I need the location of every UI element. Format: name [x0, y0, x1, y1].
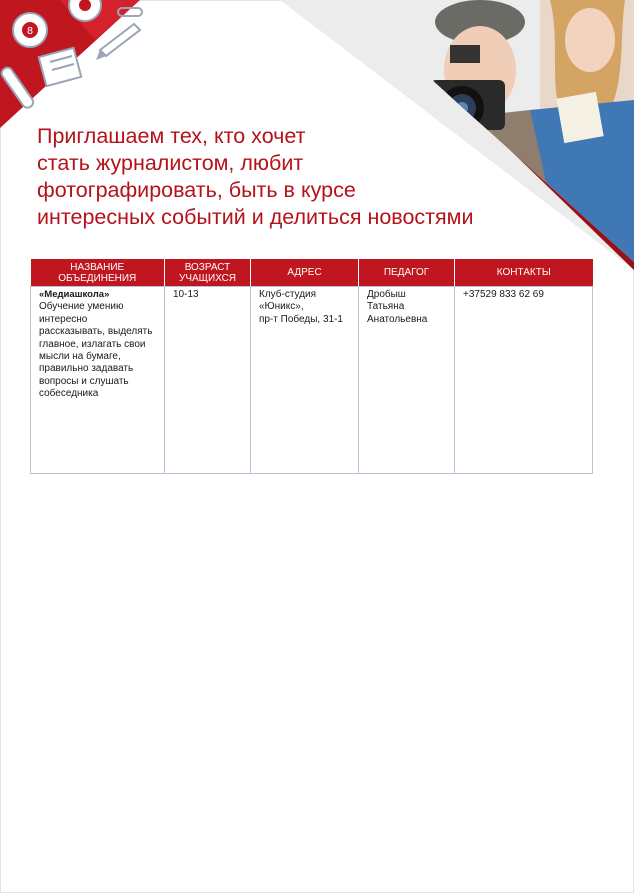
description-line: Обучение умению [39, 301, 124, 313]
address-line: «Юникс», [259, 301, 304, 313]
address-line: пр-т Победы, 31-1 [259, 313, 343, 325]
teacher-cell [359, 287, 455, 474]
teacher-line: Дробыш [367, 289, 406, 300]
column-header-text: УЧАЩИХСЯ [178, 272, 237, 284]
description-line: мысли на бумаге, [39, 351, 121, 363]
column-header-text: КОНТАКТЫ [496, 267, 551, 278]
description-line: собеседника [39, 388, 99, 400]
address-cell [251, 287, 359, 474]
column-header-address [251, 259, 359, 287]
billiard-ball-8-icon [13, 13, 47, 47]
address-line: Клуб-студия [259, 289, 317, 300]
club-info-table [30, 259, 593, 474]
paper-clip-icon [118, 8, 142, 16]
table-header-row [31, 259, 593, 287]
contacts-cell [455, 287, 593, 474]
column-header-text: ВОЗРАСТ [184, 261, 231, 273]
column-header-teacher [359, 259, 455, 287]
club-name: «Медиашкола» [39, 289, 110, 300]
pencil-icon [96, 24, 140, 60]
description-line: рассказывать, выделять [39, 326, 153, 338]
column-header-text: НАЗВАНИЕ [70, 261, 125, 273]
column-header-text: ОБЪЕДИНЕНИЯ [58, 272, 137, 284]
chess-piece-icon [69, 0, 101, 21]
club-name-cell [31, 287, 165, 474]
column-header-contacts [455, 259, 593, 287]
teacher-line: Анатольевна [367, 313, 428, 325]
age-value: 10-13 [173, 289, 199, 300]
headline-line: стать журналистом, любит [37, 151, 304, 175]
column-header-text: АДРЕС [287, 267, 322, 278]
column-header-text: ПЕДАГОГ [383, 267, 430, 278]
headline-line: фотографировать, быть в курсе [37, 178, 356, 202]
headline-line: интересных событий и делиться новостями [37, 205, 474, 229]
description-line: правильно задавать [39, 363, 134, 375]
skateboard-icon [0, 66, 35, 110]
decorative-icons [0, 0, 150, 125]
age-cell [165, 287, 251, 474]
description-line: главное, излагать свои [39, 338, 146, 350]
document-icon [39, 48, 82, 86]
description-line: вопросы и слушать [39, 375, 129, 387]
headline [37, 123, 557, 231]
column-header-name [31, 259, 165, 287]
teacher-line: Татьяна [367, 301, 405, 313]
headline-line: Приглашаем тех, кто хочет [37, 124, 306, 148]
phone-number: +37529 833 62 69 [463, 289, 544, 300]
column-header-age [165, 259, 251, 287]
description-line: интересно [39, 313, 88, 325]
table-row [31, 287, 593, 474]
svg-text:8: 8 [26, 26, 34, 37]
